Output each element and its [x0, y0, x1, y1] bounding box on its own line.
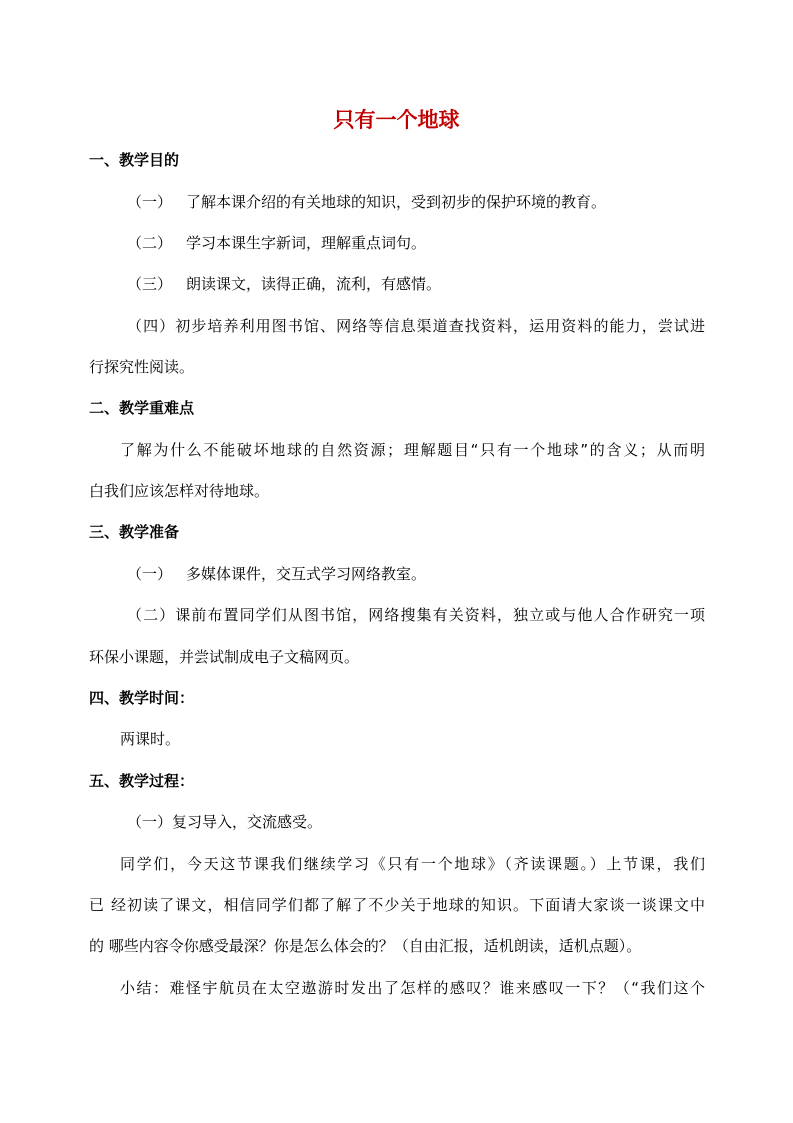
section-5-heading: 五、教学过程： [89, 772, 195, 790]
objective-3-number: （三） [127, 275, 173, 293]
section-1-heading: 一、教学目的 [89, 151, 180, 169]
process-paragraph-1-line-1: 同学们，今天这节课我们继续学习《只有一个地球》（齐读课题。）上节课，我们 [120, 855, 705, 873]
section-3-heading: 三、教学准备 [89, 523, 180, 541]
objective-4-line-2: 行探究性阅读。 [89, 358, 195, 376]
section-2-heading: 二、教学重难点 [89, 399, 195, 417]
section-4-heading: 四、教学时间： [89, 689, 195, 707]
preparation-2-line-2: 环保小课题，并尝试制成电子文稿网页。 [89, 648, 360, 666]
key-points-line-1: 了解为什么不能破坏地球的自然资源；理解题目“只有一个地球”的含义；从而明 [120, 441, 705, 459]
preparation-2-line-1: （二）课前布置同学们从图书馆，网络搜集有关资料，独立或与他人合作研究一项 [127, 606, 705, 624]
process-summary-line-1: 小结：难怪宇航员在太空遨游时发出了怎样的感叹？谁来感叹一下？（“我们这个 [120, 979, 705, 997]
objective-2-text: 学习本课生字新词，理解重点词句。 [186, 234, 427, 252]
objective-1-text: 了解本课介绍的有关地球的知识，受到初步的保护环境的教育。 [186, 193, 607, 211]
process-paragraph-1-line-3: 的 哪些内容令你感受最深？你是怎么体会的？（自由汇报，适机朗读，适机点题）。 [89, 937, 642, 955]
teaching-time-text: 两课时。 [120, 730, 181, 748]
objective-4-line-1: （四）初步培养利用图书馆、网络等信息渠道查找资料，运用资料的能力，尝试进 [127, 317, 705, 335]
preparation-1-text: 多媒体课件，交互式学习网络教室。 [186, 565, 427, 583]
objective-1-number: （一） [127, 193, 173, 211]
document-title: 只有一个地球 [333, 107, 460, 132]
objective-3-text: 朗读课文，读得正确，流利，有感情。 [186, 275, 442, 293]
key-points-line-2: 白我们应该怎样对待地球。 [89, 482, 270, 500]
preparation-1-number: （一） [127, 565, 173, 583]
process-step-1: （一）复习导入，交流感受。 [127, 813, 323, 831]
objective-2-number: （二） [127, 234, 173, 252]
process-paragraph-1-line-2: 已 经初读了课文，相信同学们都了解了不少关于地球的知识。下面请大家谈一谈课文中 [89, 896, 705, 914]
